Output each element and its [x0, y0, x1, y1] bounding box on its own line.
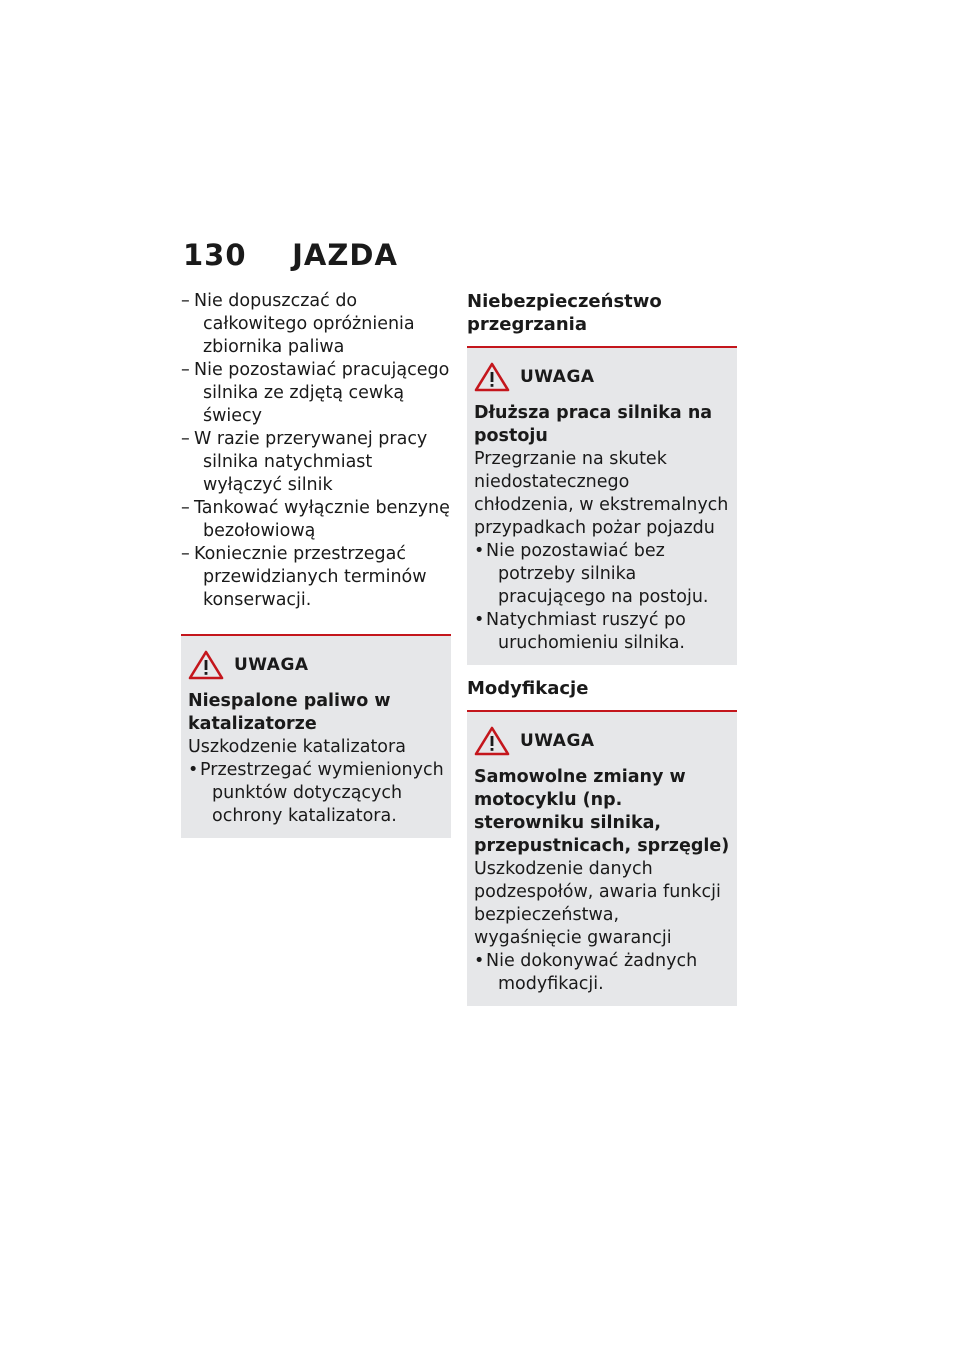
page-header [183, 238, 398, 272]
list-item: – Nie pozostawiać pracującego silnika ze zdjętą cewką świecy [181, 359, 451, 428]
list-item: – W razie przerywanej pracy silnika natychmiast wyłączyć silnik [181, 428, 451, 497]
warning-text: Przegrzanie na skutek niedostatecznego chłodzenia, w ekstremalnych przypadkach pożar pojazdu [474, 449, 729, 538]
warning-label: UWAGA [234, 655, 309, 675]
list-item: • Nie dokonywać żadnych modyfikacji. [474, 950, 730, 996]
warning-header [188, 650, 444, 680]
warning-box-overheating [467, 346, 737, 665]
list-item: – Nie dopuszczać do całkowitego opróżnienia zbiornika paliwa [181, 290, 451, 359]
warning-title: Samowolne zmiany w motocyklu (np. sterowniku silnika, przepustnicach, sprzęgle) [474, 767, 730, 856]
warning-header [474, 362, 730, 392]
warning-box-modifications [467, 710, 737, 1006]
warning-label: UWAGA [520, 731, 595, 751]
warning-triangle-icon [474, 362, 510, 392]
warning-box-catalyst [181, 634, 451, 838]
warning-bullets [474, 540, 730, 655]
list-item: • Natychmiast ruszyć po uruchomieniu silnika. [474, 609, 730, 655]
warning-title: Dłuższa praca silnika na postoju [474, 403, 713, 446]
page-number: 130 [183, 238, 247, 272]
list-item: • Nie pozostawiać bez potrzeby silnika pracującego na postoju. [474, 540, 730, 609]
section-heading-overheating: Niebezpieczeństwo przegrzania [467, 291, 662, 335]
warning-text: Uszkodzenie danych podzespołów, awaria funkcji bezpieczeństwa, wygaśnięcie gwarancji [474, 859, 721, 948]
warning-label: UWAGA [520, 367, 595, 387]
list-item: • Przestrzegać wymienionych punktów dotyczących ochrony katalizatora. [188, 759, 444, 828]
warning-title: Niespalone paliwo w katalizatorze [188, 691, 391, 734]
warning-bullets [188, 759, 444, 828]
warning-triangle-icon [474, 726, 510, 756]
warning-header [474, 726, 730, 756]
instruction-list [181, 290, 451, 612]
warning-bullets [474, 950, 730, 996]
section-title: JAZDA [292, 238, 398, 272]
section-heading-modifications: Modyfikacje [467, 678, 589, 699]
left-column [181, 290, 451, 838]
list-item: – Tankować wyłącznie benzynę bezołowiową [181, 497, 451, 543]
list-item: – Koniecznie przestrzegać przewidzianych terminów konserwacji. [181, 543, 451, 612]
warning-text: Uszkodzenie katalizatora [188, 737, 406, 757]
right-column [467, 290, 737, 1006]
warning-triangle-icon [188, 650, 224, 680]
